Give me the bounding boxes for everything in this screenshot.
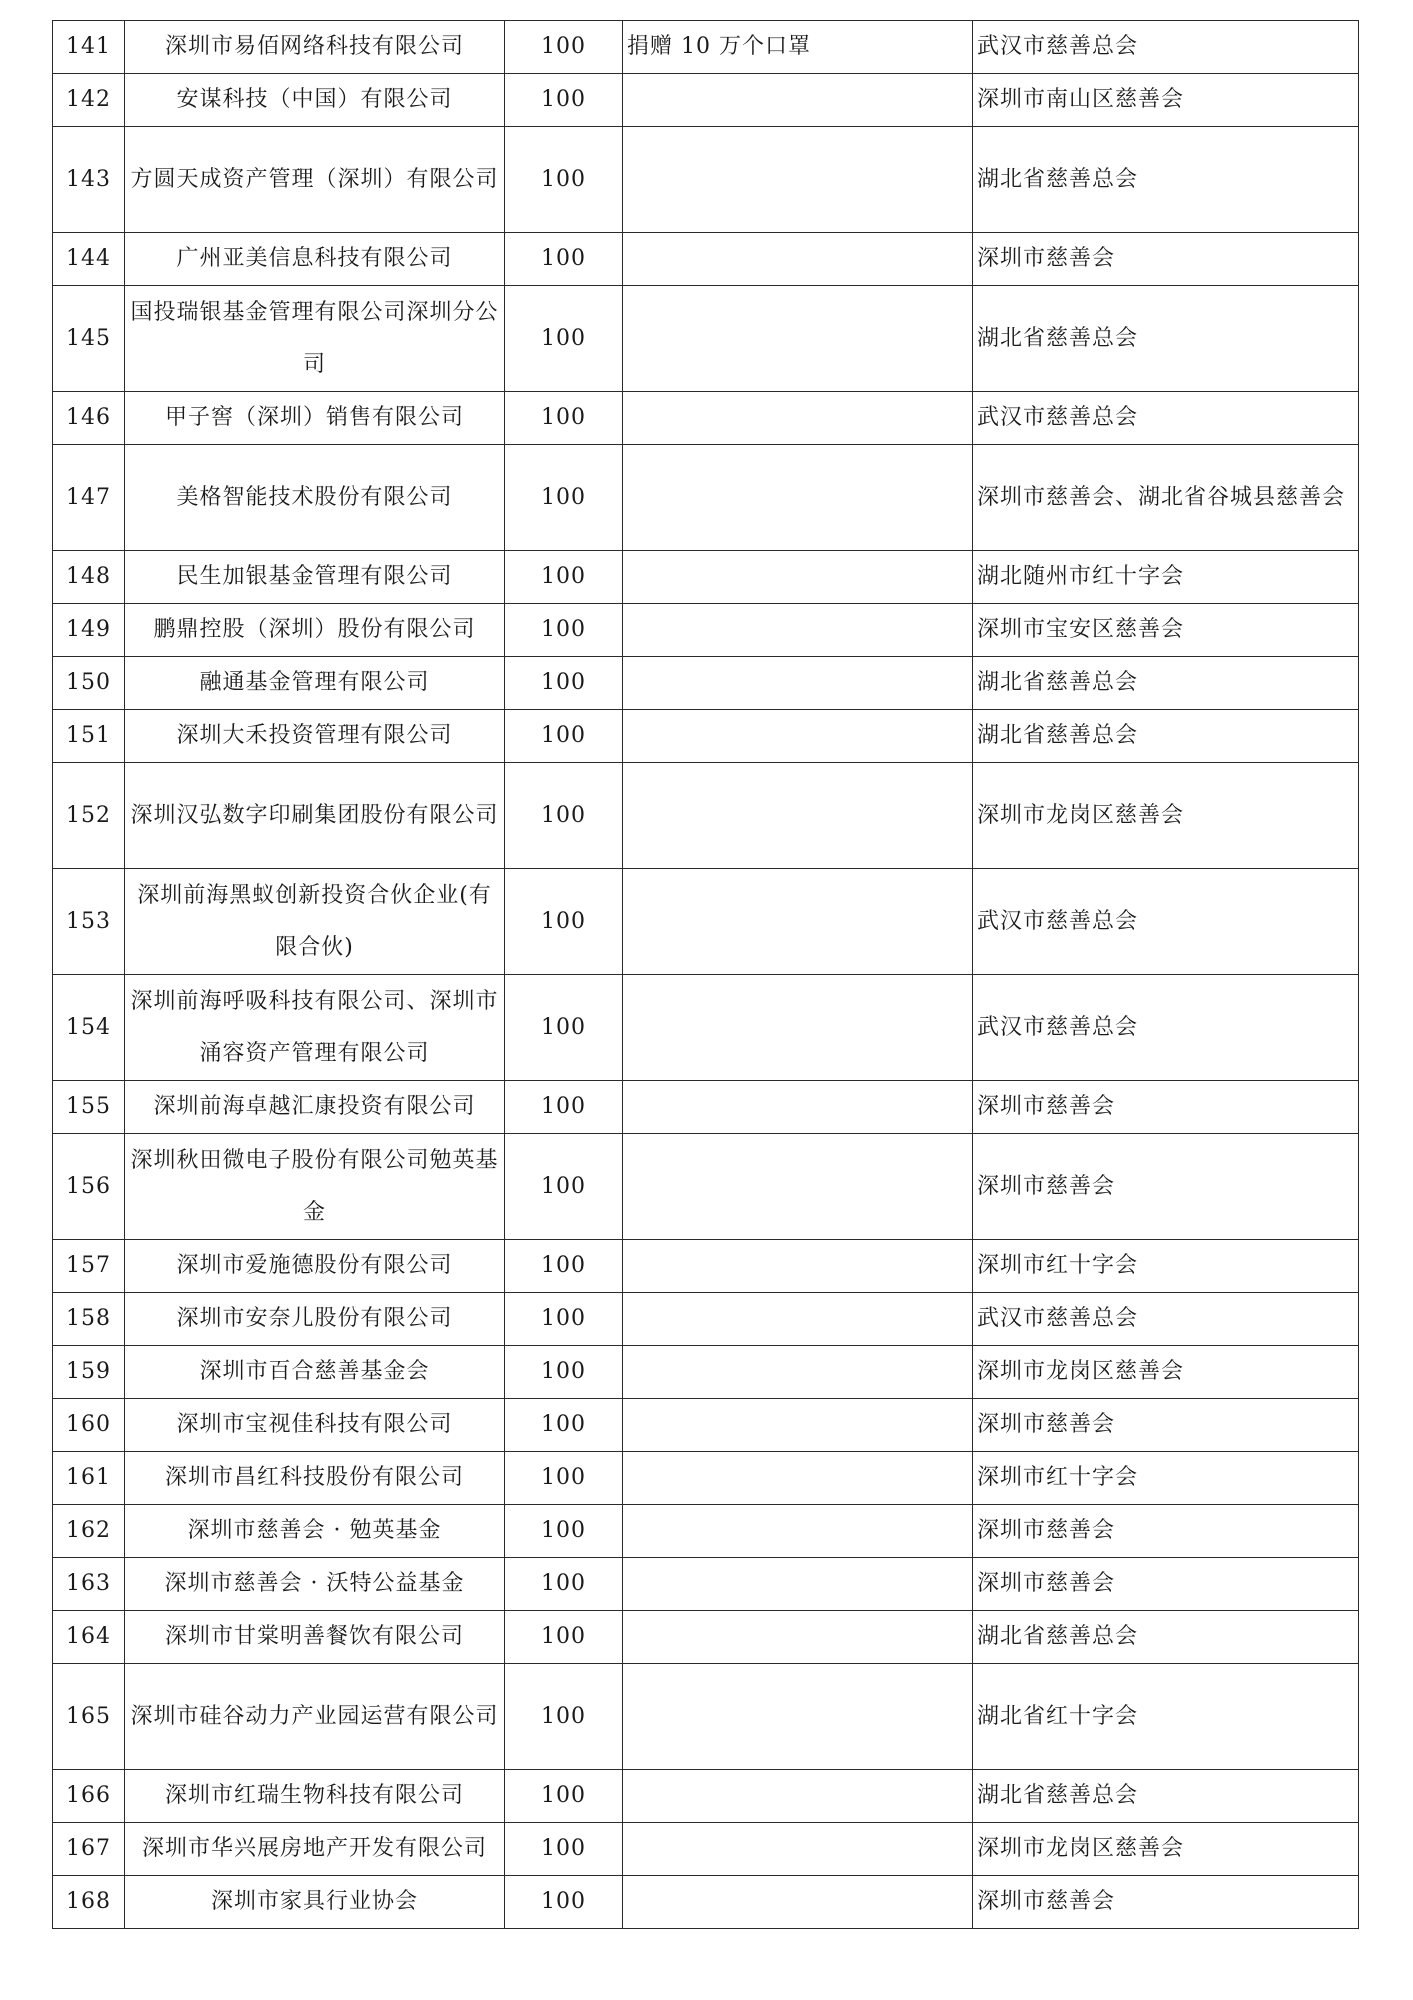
row-number: 151 bbox=[53, 710, 125, 763]
row-number: 166 bbox=[53, 1770, 125, 1823]
donor-name: 美格智能技术股份有限公司 bbox=[125, 445, 505, 551]
row-number: 146 bbox=[53, 392, 125, 445]
row-number: 162 bbox=[53, 1505, 125, 1558]
table-row bbox=[53, 74, 1359, 127]
donation-note bbox=[623, 1664, 973, 1770]
donor-name: 深圳市百合慈善基金会 bbox=[125, 1346, 505, 1399]
row-number: 163 bbox=[53, 1558, 125, 1611]
row-number: 145 bbox=[53, 286, 125, 392]
recipient-organization: 湖北省慈善总会 bbox=[973, 1611, 1359, 1664]
table-row bbox=[53, 1876, 1359, 1929]
recipient-organization: 深圳市慈善会 bbox=[973, 1876, 1359, 1929]
donation-note bbox=[623, 1293, 973, 1346]
table-row bbox=[53, 869, 1359, 975]
donation-amount: 100 bbox=[505, 21, 623, 74]
donor-name: 深圳市慈善会 · 沃特公益基金 bbox=[125, 1558, 505, 1611]
table-row bbox=[53, 657, 1359, 710]
table-row bbox=[53, 1081, 1359, 1134]
donor-name: 深圳市家具行业协会 bbox=[125, 1876, 505, 1929]
donor-name: 深圳市昌红科技股份有限公司 bbox=[125, 1452, 505, 1505]
donation-amount: 100 bbox=[505, 869, 623, 975]
recipient-organization: 武汉市慈善总会 bbox=[973, 975, 1359, 1081]
donation-note bbox=[623, 1823, 973, 1876]
donation-note bbox=[623, 1399, 973, 1452]
recipient-organization: 深圳市慈善会 bbox=[973, 1081, 1359, 1134]
donation-amount: 100 bbox=[505, 1134, 623, 1240]
donor-name: 广州亚美信息科技有限公司 bbox=[125, 233, 505, 286]
table-row bbox=[53, 127, 1359, 233]
table-row bbox=[53, 233, 1359, 286]
row-number: 165 bbox=[53, 1664, 125, 1770]
donor-name: 融通基金管理有限公司 bbox=[125, 657, 505, 710]
donor-name: 民生加银基金管理有限公司 bbox=[125, 551, 505, 604]
row-number: 168 bbox=[53, 1876, 125, 1929]
donor-name: 深圳市安奈儿股份有限公司 bbox=[125, 1293, 505, 1346]
recipient-organization: 深圳市慈善会 bbox=[973, 233, 1359, 286]
recipient-organization: 深圳市红十字会 bbox=[973, 1452, 1359, 1505]
donation-table-body bbox=[53, 21, 1359, 1929]
donation-amount: 100 bbox=[505, 1664, 623, 1770]
donation-amount: 100 bbox=[505, 1823, 623, 1876]
table-row bbox=[53, 1611, 1359, 1664]
recipient-organization: 湖北随州市红十字会 bbox=[973, 551, 1359, 604]
donor-name: 深圳市华兴展房地产开发有限公司 bbox=[125, 1823, 505, 1876]
table-row bbox=[53, 445, 1359, 551]
row-number: 142 bbox=[53, 74, 125, 127]
donation-note bbox=[623, 975, 973, 1081]
donation-note bbox=[623, 869, 973, 975]
donation-amount: 100 bbox=[505, 710, 623, 763]
donation-amount: 100 bbox=[505, 1611, 623, 1664]
donor-name: 深圳市慈善会 · 勉英基金 bbox=[125, 1505, 505, 1558]
row-number: 167 bbox=[53, 1823, 125, 1876]
donation-amount: 100 bbox=[505, 392, 623, 445]
donation-note bbox=[623, 710, 973, 763]
recipient-organization: 深圳市龙岗区慈善会 bbox=[973, 1823, 1359, 1876]
donation-note bbox=[623, 127, 973, 233]
recipient-organization: 深圳市龙岗区慈善会 bbox=[973, 763, 1359, 869]
recipient-organization: 深圳市慈善会、湖北省谷城县慈善会 bbox=[973, 445, 1359, 551]
donor-name: 深圳汉弘数字印刷集团股份有限公司 bbox=[125, 763, 505, 869]
recipient-organization: 深圳市慈善会 bbox=[973, 1558, 1359, 1611]
donation-note bbox=[623, 74, 973, 127]
donation-note bbox=[623, 604, 973, 657]
recipient-organization: 深圳市南山区慈善会 bbox=[973, 74, 1359, 127]
donation-note bbox=[623, 551, 973, 604]
donation-amount: 100 bbox=[505, 975, 623, 1081]
row-number: 144 bbox=[53, 233, 125, 286]
donation-note bbox=[623, 763, 973, 869]
donation-note bbox=[623, 1505, 973, 1558]
table-row bbox=[53, 710, 1359, 763]
donor-name: 甲子窖（深圳）销售有限公司 bbox=[125, 392, 505, 445]
donation-note bbox=[623, 1134, 973, 1240]
table-row bbox=[53, 21, 1359, 74]
row-number: 158 bbox=[53, 1293, 125, 1346]
recipient-organization: 湖北省慈善总会 bbox=[973, 1770, 1359, 1823]
recipient-organization: 深圳市龙岗区慈善会 bbox=[973, 1346, 1359, 1399]
table-row bbox=[53, 1558, 1359, 1611]
donation-note bbox=[623, 1558, 973, 1611]
row-number: 160 bbox=[53, 1399, 125, 1452]
recipient-organization: 深圳市慈善会 bbox=[973, 1505, 1359, 1558]
donor-name: 深圳市宝视佳科技有限公司 bbox=[125, 1399, 505, 1452]
donation-amount: 100 bbox=[505, 1399, 623, 1452]
donation-amount: 100 bbox=[505, 1293, 623, 1346]
row-number: 157 bbox=[53, 1240, 125, 1293]
donor-name: 深圳前海卓越汇康投资有限公司 bbox=[125, 1081, 505, 1134]
row-number: 156 bbox=[53, 1134, 125, 1240]
table-row bbox=[53, 975, 1359, 1081]
donation-amount: 100 bbox=[505, 1558, 623, 1611]
donor-name: 深圳市硅谷动力产业园运营有限公司 bbox=[125, 1664, 505, 1770]
table-row bbox=[53, 1823, 1359, 1876]
row-number: 143 bbox=[53, 127, 125, 233]
donation-note bbox=[623, 657, 973, 710]
table-row bbox=[53, 1134, 1359, 1240]
donation-note bbox=[623, 1876, 973, 1929]
donation-amount: 100 bbox=[505, 1346, 623, 1399]
donation-note bbox=[623, 1346, 973, 1399]
recipient-organization: 武汉市慈善总会 bbox=[973, 21, 1359, 74]
recipient-organization: 湖北省红十字会 bbox=[973, 1664, 1359, 1770]
row-number: 147 bbox=[53, 445, 125, 551]
table-row bbox=[53, 1399, 1359, 1452]
row-number: 148 bbox=[53, 551, 125, 604]
table-row bbox=[53, 763, 1359, 869]
donor-name: 方圆天成资产管理（深圳）有限公司 bbox=[125, 127, 505, 233]
donation-amount: 100 bbox=[505, 657, 623, 710]
donation-amount: 100 bbox=[505, 1081, 623, 1134]
table-row bbox=[53, 1505, 1359, 1558]
donor-name: 深圳大禾投资管理有限公司 bbox=[125, 710, 505, 763]
donation-amount: 100 bbox=[505, 1240, 623, 1293]
donation-note: 捐赠 10 万个口罩 bbox=[623, 21, 973, 74]
donor-name: 国投瑞银基金管理有限公司深圳分公司 bbox=[125, 286, 505, 392]
donation-amount: 100 bbox=[505, 286, 623, 392]
row-number: 154 bbox=[53, 975, 125, 1081]
donation-note bbox=[623, 1452, 973, 1505]
donation-amount: 100 bbox=[505, 1770, 623, 1823]
donation-amount: 100 bbox=[505, 127, 623, 233]
row-number: 149 bbox=[53, 604, 125, 657]
donation-note bbox=[623, 1240, 973, 1293]
donation-note bbox=[623, 1770, 973, 1823]
row-number: 150 bbox=[53, 657, 125, 710]
row-number: 141 bbox=[53, 21, 125, 74]
donation-note bbox=[623, 1611, 973, 1664]
donation-amount: 100 bbox=[505, 551, 623, 604]
recipient-organization: 武汉市慈善总会 bbox=[973, 392, 1359, 445]
table-row bbox=[53, 1664, 1359, 1770]
donation-amount: 100 bbox=[505, 1876, 623, 1929]
donation-table bbox=[52, 20, 1359, 1929]
donation-amount: 100 bbox=[505, 74, 623, 127]
row-number: 155 bbox=[53, 1081, 125, 1134]
donor-name: 鹏鼎控股（深圳）股份有限公司 bbox=[125, 604, 505, 657]
donor-name: 深圳市甘棠明善餐饮有限公司 bbox=[125, 1611, 505, 1664]
donor-name: 深圳前海黑蚁创新投资合伙企业(有限合伙) bbox=[125, 869, 505, 975]
recipient-organization: 深圳市慈善会 bbox=[973, 1399, 1359, 1452]
table-row bbox=[53, 1293, 1359, 1346]
donor-name: 深圳市易佰网络科技有限公司 bbox=[125, 21, 505, 74]
recipient-organization: 深圳市宝安区慈善会 bbox=[973, 604, 1359, 657]
table-row bbox=[53, 1452, 1359, 1505]
table-row bbox=[53, 551, 1359, 604]
donation-note bbox=[623, 233, 973, 286]
recipient-organization: 深圳市慈善会 bbox=[973, 1134, 1359, 1240]
donation-note bbox=[623, 1081, 973, 1134]
table-row bbox=[53, 392, 1359, 445]
recipient-organization: 武汉市慈善总会 bbox=[973, 869, 1359, 975]
row-number: 153 bbox=[53, 869, 125, 975]
donor-name: 深圳秋田微电子股份有限公司勉英基金 bbox=[125, 1134, 505, 1240]
row-number: 159 bbox=[53, 1346, 125, 1399]
recipient-organization: 湖北省慈善总会 bbox=[973, 127, 1359, 233]
row-number: 164 bbox=[53, 1611, 125, 1664]
donor-name: 深圳市爱施德股份有限公司 bbox=[125, 1240, 505, 1293]
row-number: 161 bbox=[53, 1452, 125, 1505]
donation-amount: 100 bbox=[505, 233, 623, 286]
table-row bbox=[53, 1770, 1359, 1823]
table-row bbox=[53, 286, 1359, 392]
donor-name: 安谋科技（中国）有限公司 bbox=[125, 74, 505, 127]
donation-amount: 100 bbox=[505, 763, 623, 869]
donation-amount: 100 bbox=[505, 445, 623, 551]
table-row bbox=[53, 604, 1359, 657]
donation-note bbox=[623, 392, 973, 445]
recipient-organization: 湖北省慈善总会 bbox=[973, 657, 1359, 710]
row-number: 152 bbox=[53, 763, 125, 869]
recipient-organization: 深圳市红十字会 bbox=[973, 1240, 1359, 1293]
recipient-organization: 湖北省慈善总会 bbox=[973, 710, 1359, 763]
donor-name: 深圳前海呼吸科技有限公司、深圳市涌容资产管理有限公司 bbox=[125, 975, 505, 1081]
table-row bbox=[53, 1240, 1359, 1293]
table-row bbox=[53, 1346, 1359, 1399]
recipient-organization: 武汉市慈善总会 bbox=[973, 1293, 1359, 1346]
donor-name: 深圳市红瑞生物科技有限公司 bbox=[125, 1770, 505, 1823]
donation-amount: 100 bbox=[505, 1452, 623, 1505]
donation-amount: 100 bbox=[505, 1505, 623, 1558]
donation-note bbox=[623, 286, 973, 392]
donation-amount: 100 bbox=[505, 604, 623, 657]
donation-note bbox=[623, 445, 973, 551]
recipient-organization: 湖北省慈善总会 bbox=[973, 286, 1359, 392]
